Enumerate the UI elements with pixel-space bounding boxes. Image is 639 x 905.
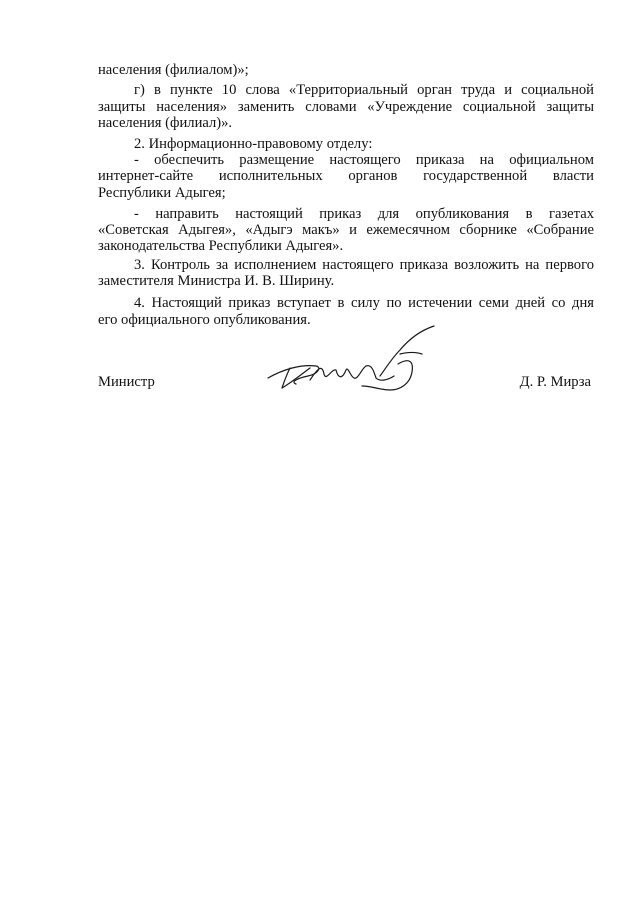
text-line: населения (филиал)». [98, 115, 233, 131]
text-line: - направить настоящий приказ для опубликования в газетах [134, 206, 594, 222]
text-line: «Советская Адыгея», «Адыгэ макъ» и ежемесячном сборнике «Собрание [98, 222, 594, 238]
signer-position: Министр [98, 374, 155, 390]
text-line: 4. Настоящий приказ вступает в силу по истечении семи дней со дня [134, 295, 594, 311]
text-line: населения (филиалом)»; [98, 62, 249, 78]
text-line: его официального опубликования. [98, 312, 311, 328]
signature-image [262, 324, 442, 400]
text-line: 3. Контроль за исполнением настоящего приказа возложить на первого [134, 257, 594, 273]
text-line: Республики Адыгея; [98, 185, 226, 201]
text-line: законодательства Республики Адыгея». [98, 238, 344, 254]
text-line: защиты населения» заменить словами «Учреждение социальной защиты [98, 99, 594, 115]
signer-name: Д. Р. Мирза [519, 374, 591, 390]
text-line: заместителя Министра И. В. Ширину. [98, 273, 335, 289]
text-line: 2. Информационно-правовому отделу: [134, 136, 373, 152]
text-line: - обеспечить размещение настоящего приказа на официальном [134, 152, 594, 168]
text-line: интернет-сайте исполнительных органов государственной власти [98, 168, 594, 184]
text-line: г) в пункте 10 слова «Территориальный орган труда и социальной [134, 82, 594, 98]
